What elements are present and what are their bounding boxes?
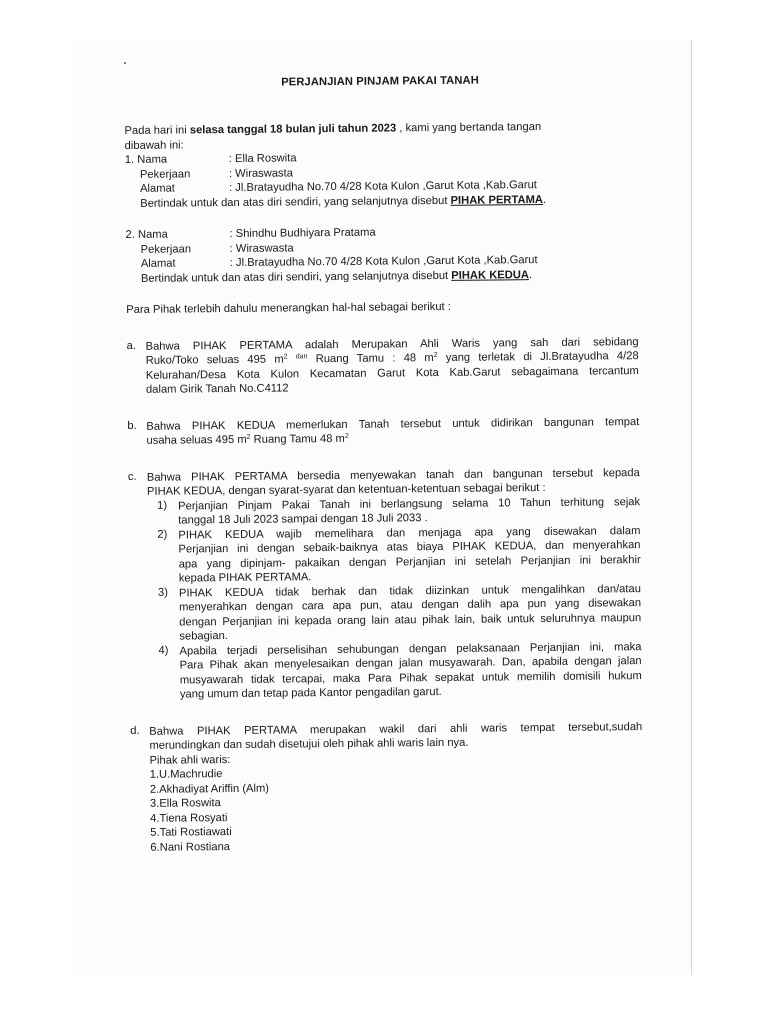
party-2-nama-value: : Shindhu Budhiyara Pratama [229,226,376,240]
point-a: a. Bahwa PIHAK PERTAMA adalah Merupakan Ahli Waris yang sah dari sebidang Ruko/Toko seluas 495 $m^2$ $^{dan}$ Ruang Tamu : 48 $m^2$ yang terletak di Jl.Bratayudha 4/28 Kelurahan/Desa Kota Kulon Kecamatan Garut Kota Kab.Garut sebagaimana tercantum dalam Girik Tanah No.C4112 [126,335,639,396]
heir-item: 4.Tiena Rosyati [150,811,228,825]
point-c-conditions [147,495,642,703]
condition-line: apa yang dipinjam- pakaikan dengan Perjanjian ini setelah Perjanjian ini berakhir [178,553,641,570]
intro-day: selasa [189,124,225,137]
condition-line: PIHAK KEDUA wajib memelihara dan menjaga apa yang disewakan dalam [178,524,641,541]
party-1-nama-value: : Ella Roswita [228,152,297,165]
paper-edge [691,40,692,975]
condition-item [157,524,641,587]
condition-line: Perjanjian Pinjam Pakai Tanah ini berlangsung selama 10 Tahun terhitung sejak [178,495,641,512]
preamble: Para Pihak terlebih dahulu menerangkan hal-hal sebagai berikut : [126,300,451,316]
party-1-designation: PIHAK PERTAMA [450,193,543,207]
heir-item: 2.Akhadiyat Ariffin (Alm) [149,782,270,796]
point-c-marker: c. [127,470,137,483]
party-1-number: 1. [124,153,135,166]
alamat-label: Alamat [140,257,176,270]
point-b: b. Bahwa PIHAK KEDUA memerlukan Tanah tersebut untuk didirikan bangunan tempat usaha seluas 495 $m^2$ Ruang Tamu 48 $m^2$ [127,415,640,447]
party-1-statement: Bertindak untuk dan atas diri sendiri, yang selanjutnya disebut PIHAK PERTAMA. [140,193,547,210]
document-body [124,73,643,855]
condition-number: 4) [158,644,169,657]
party-1-alamat-value: : Jl.Bratayudha No.70 4/28 Kota Kulon ,Garut Kota ,Kab.Garut [229,179,537,194]
party-1-pekerjaan-value: : Wiraswasta [228,166,294,180]
scan-speck [124,62,126,64]
point-b-marker: b. [127,419,137,432]
condition-number: 2) [157,528,168,541]
condition-line: tanggal 18 Juli 2023 sampai dengan 18 Juli 2033 . [178,512,428,527]
heirs-list [150,763,644,855]
heirs-title: Pihak ahli waris: [149,753,231,767]
pekerjaan-label: Pekerjaan [140,242,192,256]
condition-number: 1) [157,499,168,512]
party-2-pekerjaan-value: : Wiraswasta [229,241,294,255]
party-1-block [125,148,638,211]
point-d-marker: d. [130,724,140,737]
heir-item: 6.Nani Rostiana [150,840,231,854]
point-c: c. Bahwa PIHAK PERTAMA bersedia menyewakan tanah dan bangunan tersebut kepada PIHAK KEDUA, dengan syarat-syarat dan ketentuan-ketentuan sebagai berikut : 1) Perjanjian Pinjam Pakai Tanah ini berlangsung selama 10 Tahun terhitung sejak tanggal 18 Juli 2023 sampai dengan 18 Juli 2033 . 2) PIHAK KEDUA wajib memelihara dan menjaga apa yang disewakan dalam Perjanjian ini dengan sebaik-baiknya atas biaya PIHAK KEDUA, dan menyerahkan apa yang dipinjam- pakaikan dengan Perjanjian ini setelah Perjanjian ini berakhir kepada PIHAK PERTAMA. 3) PIHAK KEDUA tidak berhak dan tidak diizinkan untuk mengalihkan dan/atau menyerahkan dengan cara apa pun, atau dengan dalih apa pun yang disewakan dengan Perjanjian ini kepada orang lain atau pihak lain, baik untuk seluruhnya maupun sebagian. 4) Apabila terjadi perselisihan sehubungan dengan pelaksanaan Perjanjian ini, maka Para Pihak akan menyelesaikan dengan jalan musyawarah. Dan, apabila dengan jalan musyawarah tidak tercapai, maka Para Pihak sepakat untuk memilih domisili hukum yang umum dan tetap pada Kantor pengadilan garut. [127,466,642,701]
condition-number: 3) [157,586,168,599]
condition-line: yang umum dan tetap pada Kantor pengadilan garut. [179,685,442,701]
pekerjaan-label: Pekerjaan [139,167,191,181]
intro-date: tanggal 18 bulan juli tahun 2023 [223,122,397,137]
condition-line: Apabila terjadi perselisihan sehubungan dengan pelaksanaan Perjanjian ini, maka [179,640,642,657]
heir-item: 1.U.Machrudie [149,768,223,781]
point-d: d. Bahwa PIHAK PERTAMA merupakan wakil dari ahli waris tempat tersebut,sudah merundingkan dan sudah disetujui oleh pihak ahli waris lain nya. Pihak ahli waris: 1.U.Machrudie 2.Akhadiyat Ariffin (Alm) 3.Ella Roswita 4.Tiena Rosyati 5.Tati Rostiawati 6.Nani Rostiana [130,720,643,854]
condition-line: menyerahkan dengan cara apa pun, atau dengan dalih apa pun yang disewakan [179,597,642,614]
party-2-designation: PIHAK KEDUA [451,268,530,282]
condition-line: Perjanjian ini dengan sebaik-baiknya atas biaya PIHAK KEDUA, dan menyerahkan [178,539,641,556]
condition-line: Para Pihak akan menyelesaikan dengan jalan musyawarah. Dan, apabila dengan jalan [179,655,642,672]
condition-line: PIHAK KEDUA tidak berhak dan tidak diizinkan untuk mengalihkan dan/atau [178,582,641,599]
condition-line: dengan Perjanjian ini kepada orang lain atau pihak lain, baik untuk seluruhnya maupun [179,611,642,628]
condition-line: musyawarah tidak tercapai, maka Para Pihak sepakat untuk memilih domisili hukum [179,669,642,686]
heir-item: 3.Ella Roswita [149,797,221,810]
party-2-statement: Bertindak untuk dan atas diri sendiri, yang selanjutnya disebut PIHAK KEDUA. [140,268,533,285]
condition-item [158,640,642,703]
point-a-marker: a. [126,339,136,352]
condition-line: sebagian. [179,630,228,643]
document-title: PERJANJIAN PINJAM PAKAI TANAH [281,74,479,89]
nama-label: Nama [137,228,168,241]
intro-line-1: Pada hari ini selasa tanggal 18 bulan juli tahun 2023 , kami yang bertanda tangan [124,120,542,137]
condition-line: kepada PIHAK PERTAMA. [178,571,312,585]
heir-item: 5.Tati Rostiawati [150,826,232,839]
party-2-number: 2. [125,228,135,241]
party-2-block [125,223,638,286]
condition-item [157,495,640,529]
nama-label: Nama [137,153,168,166]
alamat-label: Alamat [140,182,175,195]
condition-item [158,582,642,645]
party-2-alamat-value: : Jl.Bratayudha No.70 4/28 Kota Kulon ,Garut Kota ,Kab.Garut [229,254,538,269]
intro-line-2: dibawah ini: [124,138,184,152]
